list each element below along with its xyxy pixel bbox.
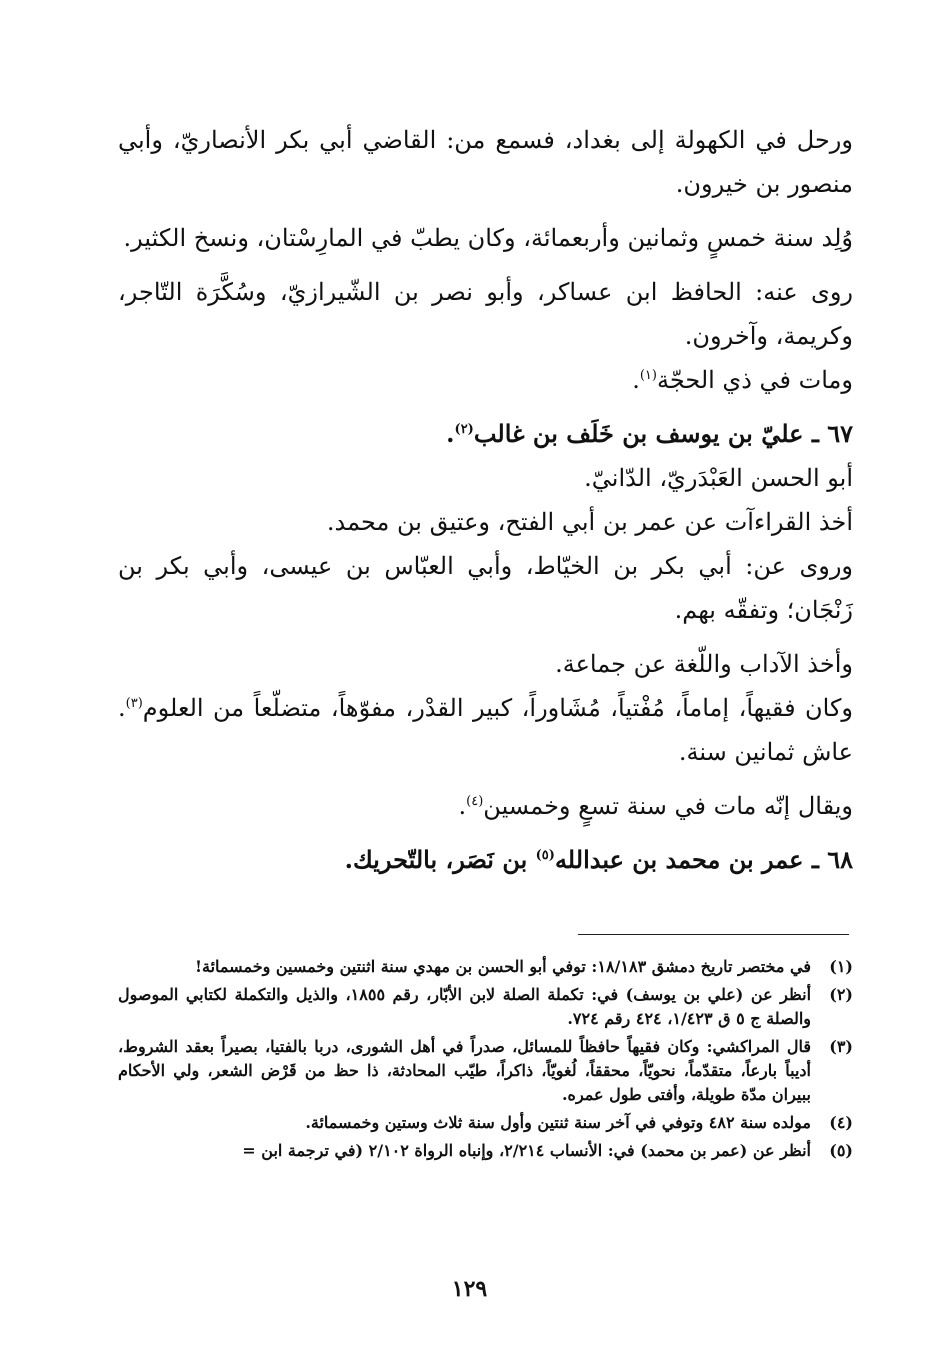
age-text: . عاش ثمانين سنة.: [118, 694, 853, 766]
footnote-3: [118, 1035, 853, 1107]
footnote-ref-3[interactable]: (٣): [125, 696, 143, 711]
entry-67-title: ٦٧ ـ عليّ بن يوسف بن خَلَف بن غالب: [473, 419, 853, 448]
footnotes: [118, 955, 853, 1167]
footnote-text: في مختصر تاريخ دمشق ١٨/١٨٣: توفي أبو الحسن بن مهدي سنة اثنتين وخمسين وخمسمائة!: [194, 957, 811, 976]
footnote-number: (١): [829, 957, 853, 976]
paragraph-narrated-from: وروى عن: أبي بكر بن الخيّاط، وأبي العبّاس بن عيسى، وأبي بكر بن زَنْجَان؛ وتفقّه بهم.: [118, 552, 853, 624]
page-number: ١٢٩: [451, 1276, 488, 1302]
paragraph-death: [118, 358, 853, 402]
footnote-5: [118, 1139, 853, 1163]
footnote-number: (٢): [829, 985, 853, 1004]
entry-68-title: ٦٨ ـ عمر بن محمد بن عبدالله: [554, 845, 853, 874]
footnote-text: أنظر عن (عمر بن محمد) في: الأنساب ٢/٢١٤، وإنباه الرواة ٢/١٠٢ (في ترجمة ابن =: [242, 1141, 811, 1160]
footnote-text: أنظر عن (علي بن يوسف) في: تكملة الصلة لابن الأبّار، رقم ١٨٥٥، والذيل والتكملة لكتابي الموصول والصلة ج ٥ ق ١/٤٢٣، ٤٢٤ رقم ٧٢٤.: [118, 985, 812, 1028]
footnote-2: [118, 983, 853, 1031]
paragraph-narrators: روى عنه: الحافظ ابن عساكر، وأبو نصر بن الشّيرازيّ، وسُكَّرَة التّاجر، وكريمة، وآخرون.: [118, 278, 853, 350]
footnote-ref-2[interactable]: (٢): [454, 422, 474, 437]
footnote-1: [118, 955, 853, 979]
footnote-text: مولده سنة ٤٨٢ وتوفي في آخر سنة ثنتين وأول سنة ثلاث وستين وخمسمائة.: [305, 1113, 811, 1132]
footnote-divider: [578, 934, 849, 935]
paragraph-birth: وُلِد سنة خمسٍ وثمانين وأربعمائة، وكان يطبّ في المارِسْتان، ونسخ الكثير.: [123, 224, 853, 252]
entry-68-title-cont: بن نَصَر، بالتّحريك.: [344, 845, 536, 874]
paragraph-said-died: [118, 784, 853, 828]
entry-67-heading: [118, 412, 853, 456]
paragraph-kunya: أبو الحسن العَبْدَريّ، الدّانيّ.: [584, 464, 853, 492]
paragraph-travel: ورحل في الكهولة إلى بغداد، فسمع من: القاضي أبي بكر الأنصاريّ، وأبي منصور بن خيرون.: [118, 126, 853, 198]
period: .: [458, 792, 467, 820]
footnote-ref-5[interactable]: (٥): [535, 848, 555, 863]
footnote-text: قال المراكشي: وكان فقيهاً حافظاً للمسائل، صدراً في أهل الشورى، دربا بالفتيا، بصيراً بعقد الشروط، أديباً بارعاً، متقدّماً، نحويّاً، محققاً، لُغويّاً، ذاكراً، طيّب المحادثة، ذا حظ من قَرْض الشعر، ولي الأحكام ببيران مدّة طويلة، وأفتى طول عمره.: [118, 1037, 811, 1104]
paragraph-description: [118, 686, 853, 774]
footnote-number: (٣): [829, 1037, 853, 1056]
paragraph-readings: أخذ القراءآت عن عمر بن أبي الفتح، وعتيق بن محمد.: [326, 508, 853, 536]
period: .: [446, 419, 455, 448]
period: .: [632, 366, 640, 394]
paragraph-literature: وأخذ الآداب واللّغة عن جماعة.: [555, 650, 853, 678]
footnote-number: (٤): [829, 1113, 853, 1132]
description-text: وكان فقيهاً، إماماً، مُفْتياً، مُشَاوراً، كبير القدْر، مفوّهاً، متضلّعاً من العلوم: [142, 694, 853, 722]
main-text: [118, 118, 853, 882]
footnote-ref-1[interactable]: (١): [639, 368, 657, 383]
said-died-text: ويقال إنّه مات في سنة تسعٍ وخمسين: [483, 792, 853, 820]
footnote-4: [118, 1111, 853, 1135]
death-text: ومات في ذي الحجّة: [656, 366, 853, 394]
footnote-number: (٥): [829, 1141, 853, 1160]
entry-68-heading: [118, 838, 853, 882]
footnote-ref-4[interactable]: (٤): [466, 794, 484, 809]
